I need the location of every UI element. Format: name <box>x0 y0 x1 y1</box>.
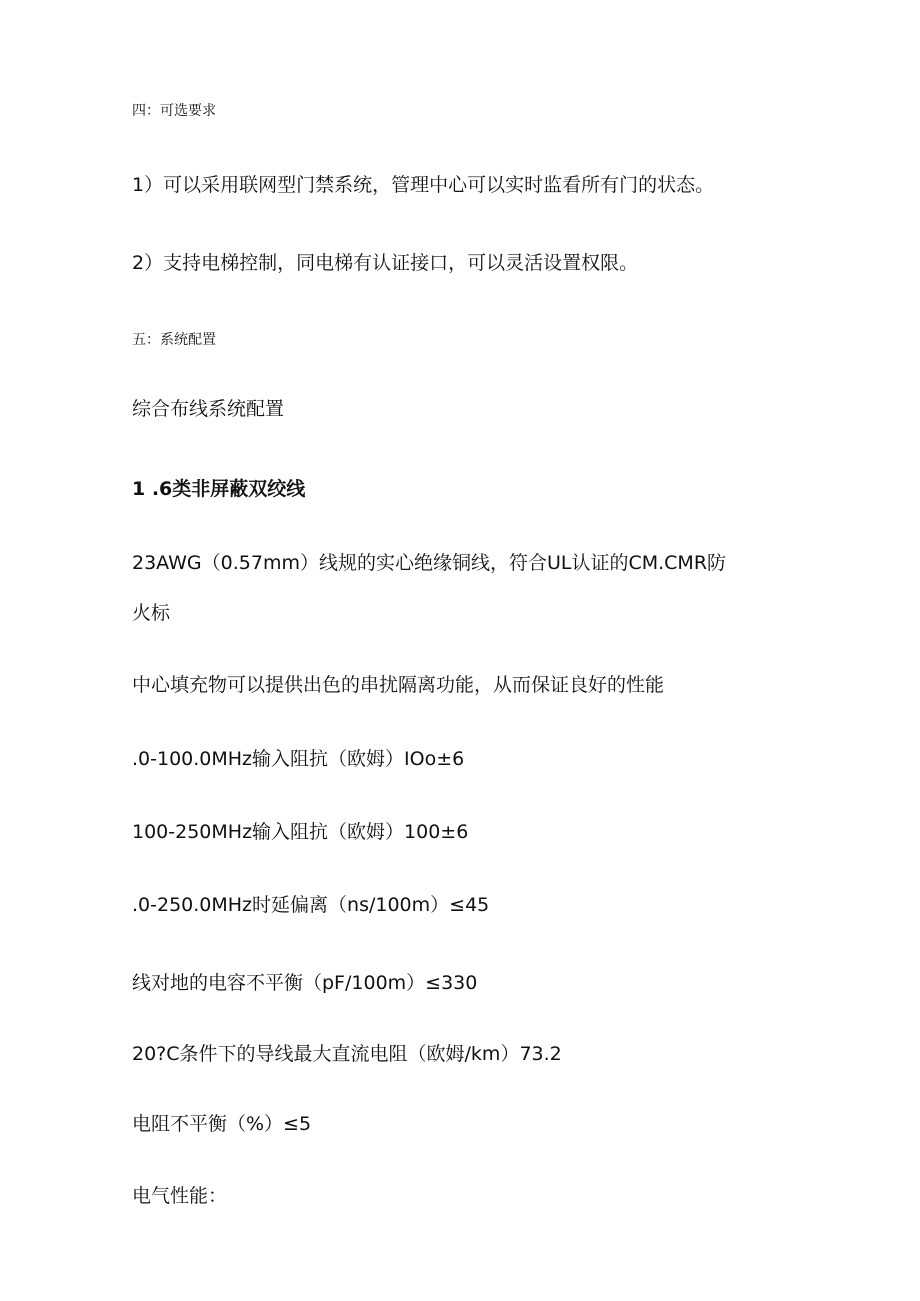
spec-filler: 中心填充物可以提供出色的串扰隔离功能，从而保证良好的性能 <box>132 674 665 696</box>
spec-capacitance-unbalance: 线对地的电容不平衡（pF/100m）≤330 <box>132 972 478 994</box>
spec-delay-skew: .0-250.0MHz时延偏离（ns/100m）≤45 <box>132 894 490 916</box>
cable-type-heading: 1 .6类非屏蔽双绞线 <box>132 478 306 500</box>
electrical-performance-heading: 电气性能： <box>132 1185 228 1207</box>
spec-conductor-line-2: 火标 <box>132 602 171 624</box>
spec-conductor-line-1: 23AWG（0.57mm）线规的实心绝缘铜线，符合UL认证的CM.CMR防 <box>132 552 727 574</box>
optional-item-1: 1）可以采用联网型门禁系统，管理中心可以实时监看所有门的状态。 <box>132 174 715 196</box>
spec-resistance-unbalance: 电阻不平衡（%）≤5 <box>132 1113 312 1135</box>
optional-item-2: 2）支持电梯控制，同电梯有认证接口，可以灵活设置权限。 <box>132 252 639 274</box>
optional-requirements-heading: 四：可选要求 <box>132 103 216 119</box>
spec-impedance-2: 100-250MHz输入阻抗（欧姆）100±6 <box>132 821 469 843</box>
system-config-heading: 五：系统配置 <box>132 332 216 348</box>
spec-impedance-1: .0-100.0MHz输入阻抗（欧姆）IOo±6 <box>132 748 465 770</box>
cabling-config-title: 综合布线系统配置 <box>132 398 285 420</box>
spec-dc-resistance: 20?C条件下的导线最大直流电阻（欧姆/km）73.2 <box>132 1043 562 1065</box>
